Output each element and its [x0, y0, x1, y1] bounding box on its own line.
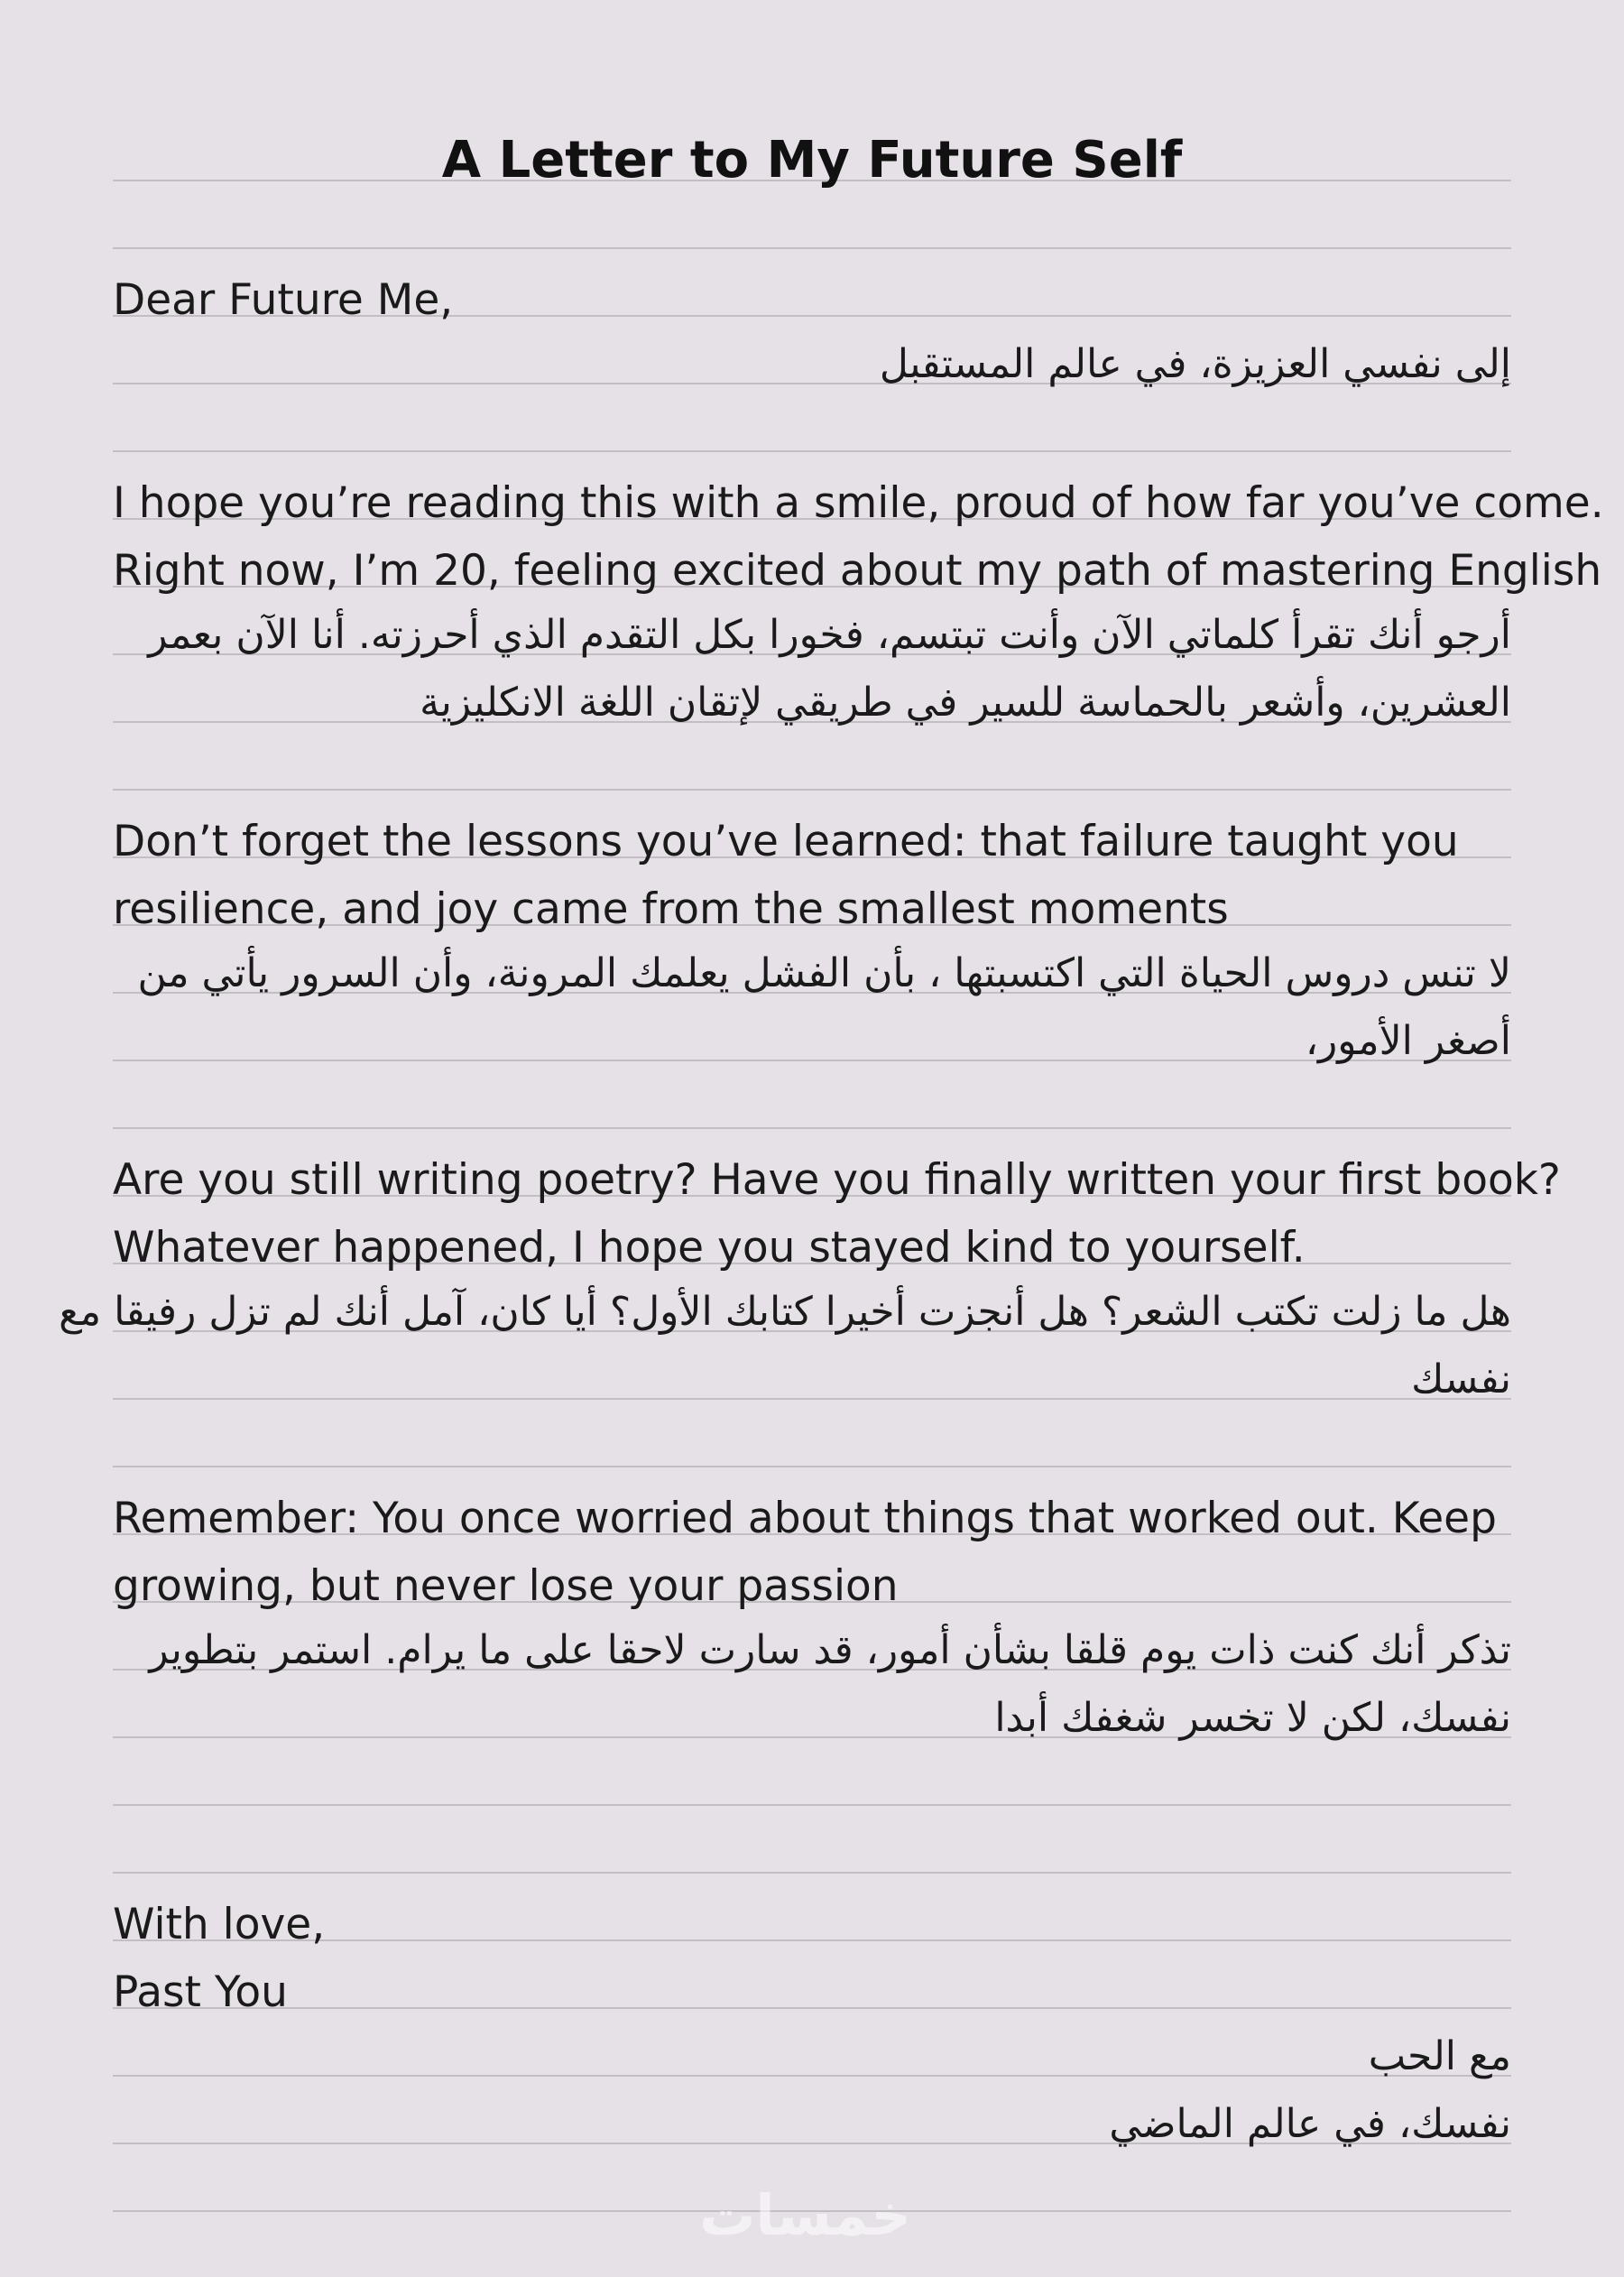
paragraph-1-en-line-1: I hope you’re reading this with a smile, proud of how far you’ve come.	[113, 478, 1604, 528]
ruled-line	[113, 450, 1511, 452]
ruled-line	[113, 1466, 1511, 1467]
paragraph-3-ar-line-1: هل ما زلت تكتب الشعر؟ هل أنجزت أخيرا كتابك الأول؟ أيا كان، آمل أنك لم تزل رفيقا مع	[59, 1289, 1511, 1335]
paragraph-1-ar-line-1: أرجو أنك تقرأ كلماتي الآن وأنت تبتسم، فخورا بكل التقدم الذي أحرزته. أنا الآن بعمر	[148, 612, 1511, 658]
paragraph-4-ar-line-2: نفسك، لكن لا تخسر شغفك أبدا	[994, 1695, 1511, 1741]
ruled-line	[113, 789, 1511, 791]
watermark-logo: خمسات	[699, 2182, 911, 2248]
paragraph-3-en-line-2: Whatever happened, I hope you stayed kind to yourself.	[113, 1223, 1306, 1273]
closing-ar-line-2: نفسك، في عالم الماضي	[1109, 2101, 1511, 2147]
ruled-line	[113, 1127, 1511, 1129]
paragraph-4-en-line-2: growing, but never lose your passion	[113, 1561, 899, 1611]
greeting-en: Dear Future Me,	[113, 275, 454, 325]
paragraph-1-ar-line-2: العشرين، وأشعر بالحماسة للسير في طريقي لإتقان اللغة الانكليزية	[420, 680, 1511, 726]
ruled-line	[113, 1804, 1511, 1806]
paragraph-3-ar-line-2: نفسك	[1411, 1356, 1511, 1402]
paragraph-1-en-line-2: Right now, I’m 20, feeling excited about my path of mastering English	[113, 546, 1602, 596]
paragraph-2-ar-line-2: أصغر الأمور،	[1305, 1018, 1511, 1064]
ruled-line	[113, 247, 1511, 249]
paragraph-2-en-line-1: Don’t forget the lessons you’ve learned: that failure taught you	[113, 817, 1459, 866]
ruled-line	[113, 1872, 1511, 1874]
greeting-ar: إلى نفسي العزيزة، في عالم المستقبل	[879, 341, 1511, 387]
letter-title: A Letter to My Future Self	[441, 131, 1183, 190]
closing-en-line-1: With love,	[113, 1900, 326, 1949]
paragraph-4-ar-line-1: تذكر أنك كنت ذات يوم قلقا بشأن أمور، قد سارت لاحقا على ما يرام. استمر بتطوير	[149, 1627, 1511, 1673]
closing-ar-line-1: مع الحب	[1368, 2033, 1511, 2079]
paragraph-2-ar-line-1: لا تنس دروس الحياة التي اكتسبتها ، بأن الفشل يعلمك المرونة، وأن السرور يأتي من	[137, 950, 1511, 996]
paragraph-3-en-line-1: Are you still writing poetry? Have you finally written your first book?	[113, 1155, 1561, 1205]
paragraph-4-en-line-1: Remember: You once worried about things that worked out. Keep	[113, 1494, 1497, 1543]
closing-en-line-2: Past You	[113, 1967, 288, 2017]
paragraph-2-en-line-2: resilience, and joy came from the smallest moments	[113, 884, 1229, 934]
